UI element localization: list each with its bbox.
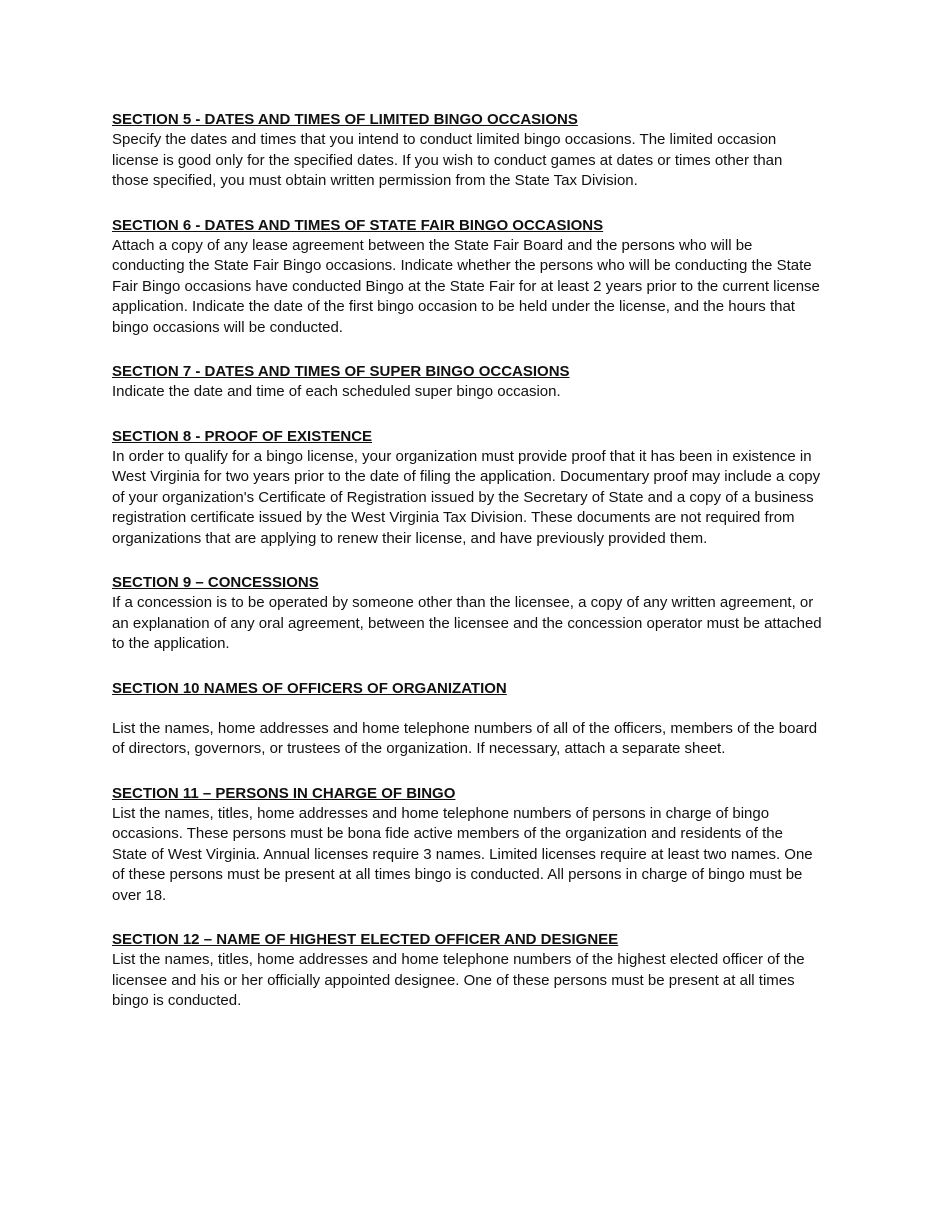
section-11-title: SECTION 11 – PERSONS IN CHARGE OF BINGO bbox=[112, 784, 456, 802]
section-5-title: SECTION 5 - DATES AND TIMES OF LIMITED BINGO OCCASIONS bbox=[112, 111, 578, 128]
section-12-body: List the names, titles, home addresses and home telephone numbers of the highest elected officer of the licensee and his or her officially appointed designee. One of these persons must be present at all times bingo is conducted. bbox=[112, 951, 805, 1009]
section-10 bbox=[112, 679, 822, 760]
section-6 bbox=[112, 216, 822, 339]
section-10-title: SECTION 10 NAMES OF OFFICERS OF ORGANIZATION bbox=[112, 679, 507, 697]
document-page bbox=[112, 110, 822, 1036]
section-11 bbox=[112, 784, 822, 907]
section-8-title: SECTION 8 - PROOF OF EXISTENCE bbox=[112, 427, 373, 445]
section-9-body: If a concession is to be operated by someone other than the licensee, a copy of any written agreement, or an explanation of any oral agreement, between the licensee and the concession operator must be attached to the application. bbox=[112, 594, 822, 652]
section-12-title: SECTION 12 – NAME OF HIGHEST ELECTED OFFICER AND DESIGNEE bbox=[112, 931, 619, 948]
section-9 bbox=[112, 573, 822, 655]
section-8-body: In order to qualify for a bingo license, your organization must provide proof that it has been in existence in West Virginia for two years prior to the date of filing the application. Documentary proof may include a copy of your organization's Certificate of Registration issued by the Secretary of State and a copy of a business registration certificate issued by the West Virginia Tax Division. These documents are not required from organizations that are applying to renew their license, and have previously provided them. bbox=[112, 447, 821, 547]
section-7 bbox=[112, 362, 822, 403]
section-11-body: List the names, titles, home addresses and home telephone numbers of persons in charge of bingo occasions. These persons must be bona fide active members of the organization and residents of the State of West Virginia. Annual licenses require 3 names. Limited licenses require at least two names. One of these persons must be present at all times bingo is conducted. All persons in charge of bingo must be over 18. bbox=[112, 804, 813, 904]
section-6-title: SECTION 6 - DATES AND TIMES OF STATE FAIR BINGO OCCASIONS bbox=[112, 216, 604, 234]
section-9-title: SECTION 9 – CONCESSIONS bbox=[112, 574, 319, 591]
section-10-spacer bbox=[112, 699, 822, 719]
section-8 bbox=[112, 427, 822, 550]
section-12 bbox=[112, 930, 822, 1012]
section-5-body: Specify the dates and times that you intend to conduct limited bingo occasions. The limited occasion license is good only for the specified dates. If you wish to conduct games at dates or times other than those specified, you must obtain written permission from the State Tax Division. bbox=[112, 131, 783, 189]
section-7-body: Indicate the date and time of each scheduled super bingo occasion. bbox=[112, 383, 561, 400]
section-6-body: Attach a copy of any lease agreement between the State Fair Board and the persons who will be conducting the State Fair Bingo occasions. Indicate whether the persons who will be conducting the State Fair Bingo occasions have conducted Bingo at the State Fair for at least 2 years prior to the current license application. Indicate the date of the first bingo occasion to be held under the license, and the hours that bingo occasions will be conducted. bbox=[112, 236, 820, 336]
section-5 bbox=[112, 110, 822, 192]
section-7-title: SECTION 7 - DATES AND TIMES OF SUPER BINGO OCCASIONS bbox=[112, 363, 570, 380]
section-10-body: List the names, home addresses and home telephone numbers of all of the officers, members of the board of directors, governors, or trustees of the organization. If necessary, attach a separate sheet. bbox=[112, 719, 818, 757]
